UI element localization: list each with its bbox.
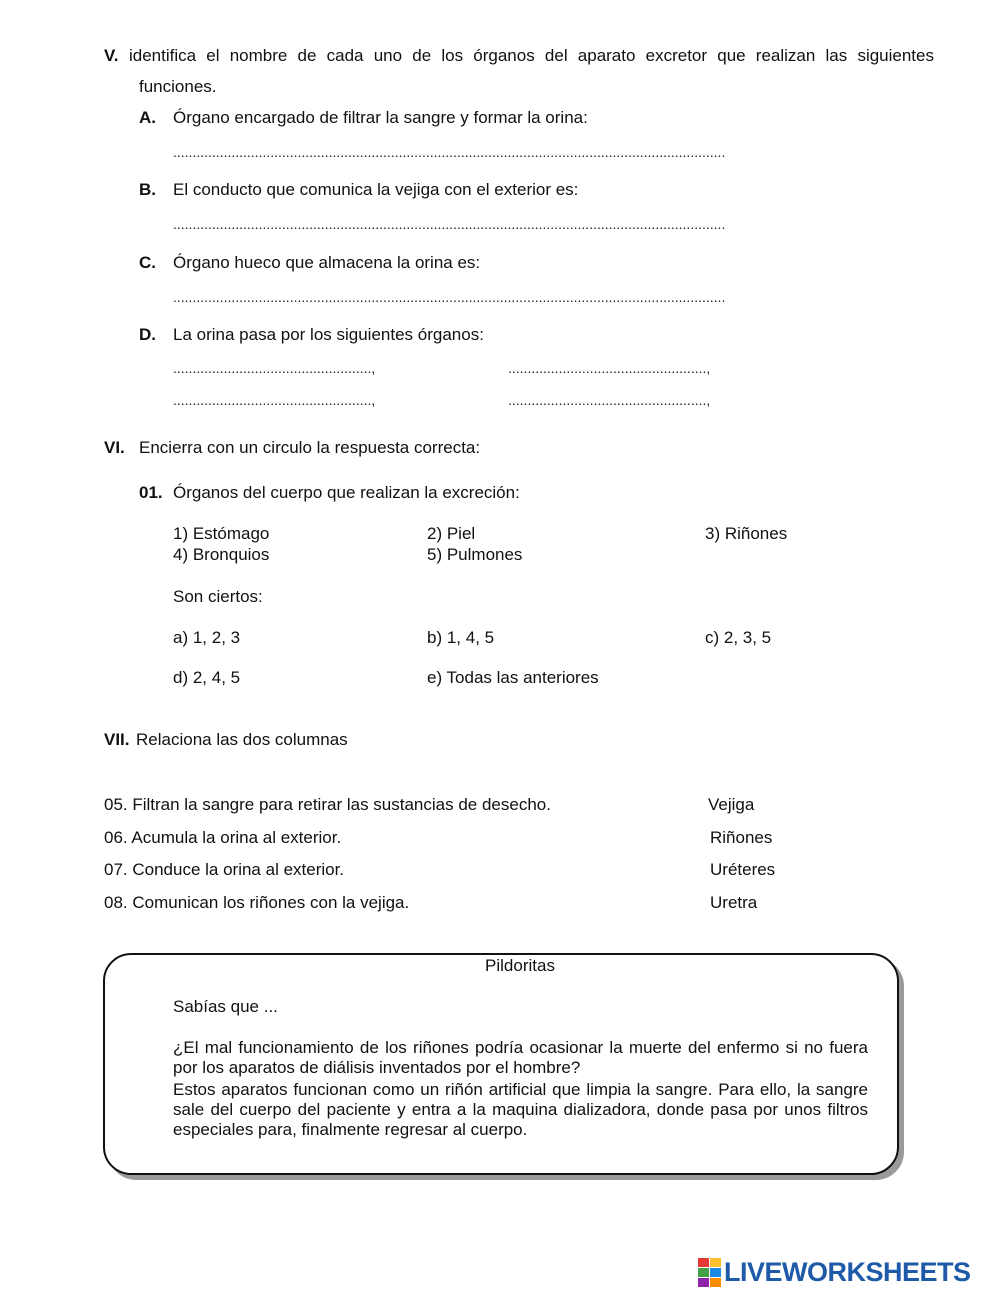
item-b-text: El conducto que comunica la vejiga con el exterior es: (173, 180, 579, 199)
match-right-rinones[interactable]: Riñones (710, 828, 773, 847)
item-c-letter: C. (139, 253, 156, 272)
answer-line-b[interactable]: .............................................................................................................................................. (173, 216, 726, 232)
option-2: 2) Piel (427, 524, 476, 543)
answer-c[interactable]: c) 2, 3, 5 (705, 628, 772, 647)
section-vi-title: Encierra con un circulo la respuesta correcta: (139, 438, 481, 457)
answer-line-d2[interactable]: ..................................................., (508, 360, 711, 376)
match-left-05[interactable]: 05. Filtran la sangre para retirar las sustancias de desecho. (104, 795, 551, 814)
match-left-08[interactable]: 08. Comunican los riñones con la vejiga. (104, 893, 410, 912)
answer-line-c[interactable]: .............................................................................................................................................. (173, 289, 726, 305)
answer-d[interactable]: d) 2, 4, 5 (173, 668, 241, 687)
pildoritas-title: Pildoritas (485, 956, 555, 975)
option-1: 1) Estómago (173, 524, 270, 543)
section-v-intro: identifica el nombre de cada uno de los órganos del aparato excretor que realizan las siguientes (129, 46, 934, 65)
logo-blocks-icon (698, 1258, 721, 1287)
answer-a[interactable]: a) 1, 2, 3 (173, 628, 241, 647)
section-v-intro-cont: funciones. (139, 77, 217, 96)
answer-line-d1[interactable]: ..................................................., (173, 360, 376, 376)
option-4: 4) Bronquios (173, 545, 270, 564)
item-d-text: La orina pasa por los siguientes órganos: (173, 325, 484, 344)
logo-text: LIVEWORKSHEETS (724, 1257, 971, 1287)
answer-e[interactable]: e) Todas las anteriores (427, 668, 599, 687)
section-vii-numeral: VII. (104, 730, 130, 749)
match-right-ureteres[interactable]: Uréteres (710, 860, 776, 879)
section-v-numeral: V. (104, 46, 119, 65)
section-vii-title: Relaciona las dos columnas (136, 730, 348, 749)
answers-prompt: Son ciertos: (173, 587, 263, 606)
question-number: 01. (139, 483, 163, 502)
answer-line-d3[interactable]: ..................................................., (173, 392, 376, 408)
item-c-text: Órgano hueco que almacena la orina es: (173, 253, 481, 272)
answer-b[interactable]: b) 1, 4, 5 (427, 628, 495, 647)
section-vi-numeral: VI. (104, 438, 125, 457)
pildoritas-paragraph-2: Estos aparatos funcionan como un riñón artificial que limpia la sangre. Para ello, la sangre sale del cuerpo del paciente y entra a la maquina dializadora, donde pasa por unos filtros especiales para, finalmente regresar al cuerpo. (173, 1080, 868, 1139)
question-text: Órganos del cuerpo que realizan la excreción: (173, 483, 520, 502)
option-5: 5) Pulmones (427, 545, 523, 564)
item-d-letter: D. (139, 325, 156, 344)
option-3: 3) Riñones (705, 524, 788, 543)
match-left-07[interactable]: 07. Conduce la orina al exterior. (104, 860, 345, 879)
answer-line-a[interactable]: .............................................................................................................................................. (173, 144, 726, 160)
match-right-vejiga[interactable]: Vejiga (708, 795, 755, 814)
item-a-text: Órgano encargado de filtrar la sangre y formar la orina: (173, 108, 588, 127)
match-left-06[interactable]: 06. Acumula la orina al exterior. (104, 828, 342, 847)
answer-line-d4[interactable]: ..................................................., (508, 392, 711, 408)
item-b-letter: B. (139, 180, 156, 199)
pildoritas-paragraph-1: ¿El mal funcionamiento de los riñones podría ocasionar la muerte del enfermo si no fuera por los aparatos de diálisis inventados por el hombre? (173, 1038, 868, 1077)
liveworksheets-logo[interactable] (698, 1258, 971, 1286)
pildoritas-subtitle: Sabías que ... (173, 997, 278, 1016)
item-a-letter: A. (139, 108, 156, 127)
match-right-uretra[interactable]: Uretra (710, 893, 758, 912)
